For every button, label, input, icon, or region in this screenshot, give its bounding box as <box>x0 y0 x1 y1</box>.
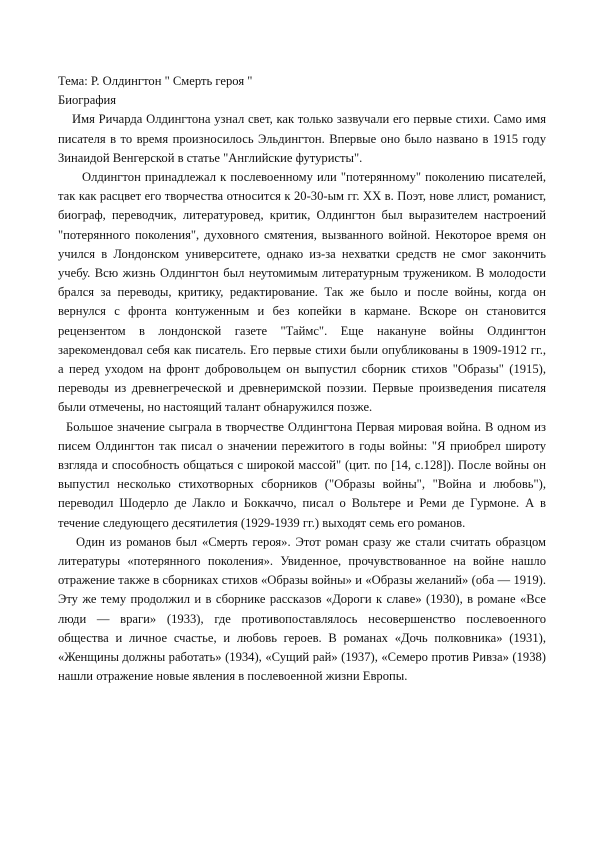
paragraph-4: Один из романов был «Смерть героя». Этот роман сразу же стали считать образцом литературы «потерянного поколения». Увиденное, прочувствованное на войне нашло отражение также в сборниках стихов «Образы войны» и «Образы желаний» (оба — 1919). Эту же тему продолжил и в сборнике рассказов «Дороги к славе» (1930), в романе «Все люди — враги» (1933), где противопоставлялось несовершенство послевоенного общества и личное счастье, и любовь героев. В романах «Дочь полковника» (1931), «Женщины должны работать» (1934), «Сущий рай» (1937), «Семеро против Ривза» (1938) нашли отражение новые явления в послевоенной жизни Европы. <box>58 534 546 684</box>
paragraph-3: Большое значение сыграла в творчестве Олдингтона Первая мировая война. В одном из писем Олдингтон так писал о значении пережитого в годы войны: "Я приобрел широту взгляда и способность общаться с широкой массой" (цит. по [14, с.128]). После войны он выпустил несколько стихотворных сборников ("Образы войны", "Война и любовь"), переводил Шодерло де Лакло и Боккаччо, писал о Вольтере и Реми де Гурмоне. А в течение следующего десятилетия (1929-1939 гг.) выходят семь его романов. <box>58 419 546 530</box>
paragraph-1: Имя Ричарда Олдингтона узнал свет, как только зазвучали его первые стихи. Само имя писателя в то время произносилось Эльдингтон. Впервые оно было названо в 1915 году Зинаидой Венгерской в статье "Английские футуристы". <box>58 112 546 165</box>
topic-line: Тема: Р. Олдингтон " Смерть героя " <box>58 74 253 88</box>
section-heading: Биография <box>58 93 117 108</box>
document-page <box>58 72 546 687</box>
paragraph-2: Олдингтон принадлежал к послевоенному или "потерянному" поколению писателей, так как расцвет его творчества относится к 20-30-ым гг. XX в. Поэт, нове ллист, романист, биограф, переводчик, литературовед, критик, Олдингтон был выразителем настроений "потерянного поколения", духовного смятения, вызванного войной. Некоторое время он учился в Лондонском университете, однако из-за нехватки средств не смог закончить учебу. Всю жизнь Олдингтон был неутомимым литературным тружеником. В молодости брался за переводы, критику, редактирование. Так же было и после войны, когда он вернулся с фронта контуженным и без копейки в кармане. Вскоре он становится рецензентом в лондонской газете "Таймс". Еще накануне войны Олдингтон зарекомендовал себя как писатель. Его первые стихи были опубликованы в 1909-1912 гг., а перед уходом на фронт добровольцем он выпустил сборник стихов "Образы" (1915), переводы из древнегреческой и древнеримской поэзии. Первые произведения писателя были отмечены, но настоящий талант обнаружился позже. <box>58 170 546 415</box>
